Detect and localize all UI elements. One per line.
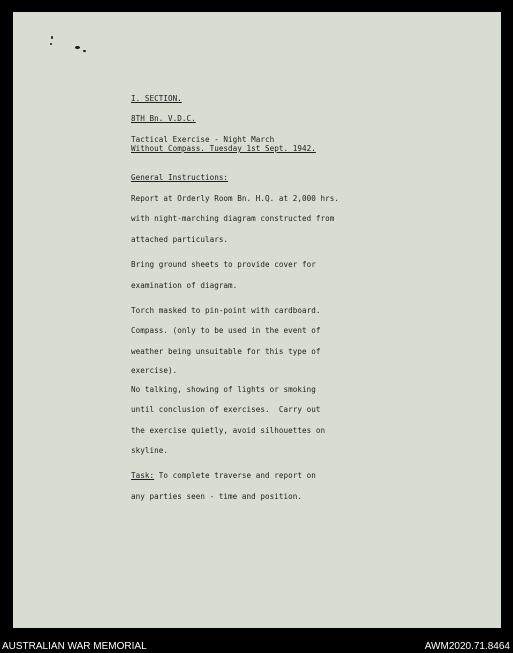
instruction-line: examination of diagram.	[131, 281, 238, 290]
ink-mark	[75, 46, 80, 49]
general-instructions-heading: General Instructions:	[131, 173, 229, 182]
instruction-line: with night-marching diagram constructed from	[131, 214, 335, 223]
ink-mark	[51, 36, 53, 39]
footer-institution: AUSTRALIAN WAR MEMORIAL	[2, 641, 147, 652]
instruction-line: No talking, showing of lights or smoking	[131, 385, 316, 394]
ink-mark	[83, 50, 86, 52]
ink-mark	[50, 43, 52, 45]
instruction-line: skyline.	[131, 446, 168, 455]
footer-accession-number: AWM2020.71.8464	[424, 641, 510, 652]
document-page	[13, 12, 501, 628]
instruction-line: exercise).	[131, 366, 178, 375]
exercise-date: Without Compass. Tuesday 1st Sept. 1942.	[131, 144, 316, 153]
instruction-line: until conclusion of exercises. Carry out	[131, 405, 321, 414]
instruction-line: Report at Orderly Room Bn. H.Q. at 2,000 hrs.	[131, 194, 339, 203]
task-label: Task:	[131, 471, 155, 480]
instruction-line: Bring ground sheets to provide cover for	[131, 260, 316, 269]
instruction-line: Torch masked to pin-point with cardboard.	[131, 306, 321, 315]
battalion-heading: 8TH Bn. V.D.C.	[131, 114, 196, 123]
exercise-title: Tactical Exercise - Night March	[131, 135, 275, 144]
instruction-line: weather being unsuitable for this type of	[131, 347, 321, 356]
task-line: any parties seen - time and position.	[131, 492, 303, 501]
task-text: To complete traverse and report on	[154, 471, 316, 480]
section-heading: I. SECTION.	[131, 94, 182, 103]
instruction-line: the exercise quietly, avoid silhouettes on	[131, 426, 326, 435]
instruction-line: attached particulars.	[131, 235, 229, 244]
instruction-line: Compass. (only to be used in the event of	[131, 326, 321, 335]
task-line	[131, 471, 316, 480]
